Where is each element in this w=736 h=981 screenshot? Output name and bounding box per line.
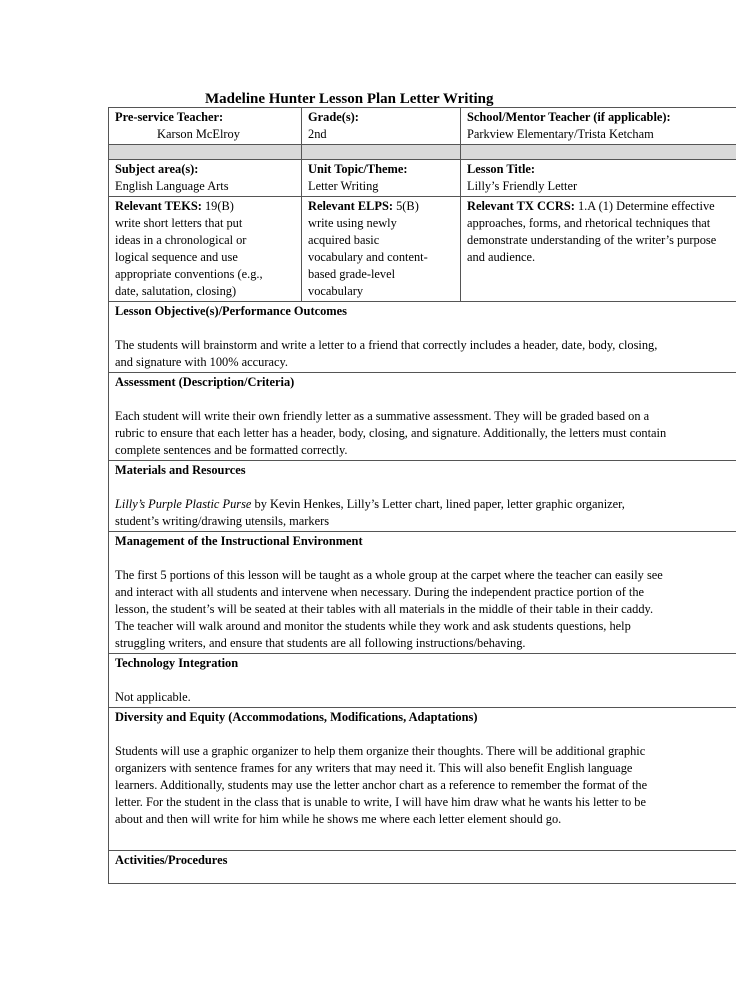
spacer-cell — [302, 145, 461, 160]
school-label: School/Mentor Teacher (if applicable): — [467, 110, 671, 124]
diversity-line: about and then will write for him while he shows me where each letter element should go. — [115, 812, 562, 826]
book-title: Lilly’s Purple Plastic Purse — [115, 497, 252, 511]
lesson-title-value: Lilly’s Friendly Letter — [467, 179, 578, 193]
preservice-teacher-cell — [109, 108, 302, 145]
ccrs-code: 1.A (1) Determine effective — [574, 199, 715, 213]
management-line: The teacher will walk around and monitor the students while they work and ask students questions, help — [115, 619, 631, 633]
teacher-info-row — [109, 108, 736, 145]
spacer-cell — [109, 145, 302, 160]
management-line: struggling writers, and ensure that students are all following instructions/behaving. — [115, 636, 526, 650]
management-line: and interact with all students and intervene when necessary. During the independent practice portion of the — [115, 585, 645, 599]
diversity-row — [109, 708, 736, 851]
materials-line: student’s writing/drawing utensils, markers — [115, 514, 330, 528]
teks-line: ideas in a chronological or — [115, 233, 247, 247]
teks-code: 19(B) — [201, 199, 234, 213]
activities-row — [109, 851, 736, 884]
materials-heading: Materials and Resources — [115, 463, 246, 477]
elps-label: Relevant ELPS: — [308, 199, 394, 213]
preservice-teacher-label: Pre-service Teacher: — [115, 110, 224, 124]
grade-label: Grade(s): — [308, 110, 359, 124]
assessment-line: Each student will write their own friendly letter as a summative assessment. They will be graded based on a — [115, 409, 650, 423]
lesson-plan-table — [108, 107, 736, 884]
diversity-heading: Diversity and Equity (Accommodations, Modifications, Adaptations) — [115, 710, 478, 724]
teks-line: write short letters that put — [115, 216, 243, 230]
lesson-title-label: Lesson Title: — [467, 162, 536, 176]
objectives-line: and signature with 100% accuracy. — [115, 355, 288, 369]
technology-row — [109, 654, 736, 708]
grade-cell — [302, 108, 461, 145]
activities-heading: Activities/Procedures — [115, 853, 228, 867]
grade-value: 2nd — [308, 127, 327, 141]
management-line: lesson, the student’s will be seated at their tables with all materials in the middle of their table in their caddy. — [115, 602, 654, 616]
teks-cell — [109, 197, 302, 302]
activities-cell — [109, 851, 736, 884]
lesson-title-cell — [461, 160, 736, 197]
unit-topic-label: Unit Topic/Theme: — [308, 162, 408, 176]
assessment-line: complete sentences and be formatted correctly. — [115, 443, 348, 457]
document-title: Madeline Hunter Lesson Plan Letter Writing — [205, 91, 494, 107]
shaded-spacer-row — [109, 145, 736, 160]
elps-line: based grade-level — [308, 267, 396, 281]
objectives-line: The students will brainstorm and write a letter to a friend that correctly includes a header, date, body, closing, — [115, 338, 658, 352]
unit-topic-cell — [302, 160, 461, 197]
school-value: Parkview Elementary/Trista Ketcham — [467, 127, 654, 141]
elps-code: 5(B) — [393, 199, 419, 213]
assessment-line: rubric to ensure that each letter has a header, body, closing, and signature. Additionally, the letters must contain — [115, 426, 667, 440]
assessment-cell — [109, 373, 736, 461]
objectives-heading: Lesson Objective(s)/Performance Outcomes — [115, 304, 347, 318]
elps-line: write using newly — [308, 216, 397, 230]
materials-row — [109, 461, 736, 532]
subject-area-value: English Language Arts — [115, 179, 229, 193]
preservice-teacher-value: Karson McElroy — [157, 127, 240, 141]
ccrs-label: Relevant TX CCRS: — [467, 199, 575, 213]
materials-line: by Kevin Henkes, Lilly’s Letter chart, lined paper, letter graphic organizer, — [251, 497, 625, 511]
teks-line: logical sequence and use — [115, 250, 238, 264]
materials-cell — [109, 461, 736, 532]
objectives-cell — [109, 302, 736, 373]
ccrs-line: and audience. — [467, 250, 536, 264]
diversity-line: letter. For the student in the class that is unable to write, I will have him draw what he wants his letter to be — [115, 795, 646, 809]
diversity-cell — [109, 708, 736, 851]
subject-area-cell — [109, 160, 302, 197]
subject-area-label: Subject area(s): — [115, 162, 199, 176]
technology-cell — [109, 654, 736, 708]
unit-topic-value: Letter Writing — [308, 179, 379, 193]
elps-line: vocabulary and content- — [308, 250, 428, 264]
diversity-line: Students will use a graphic organizer to help them organize their thoughts. There will be additional graphic — [115, 744, 646, 758]
management-heading: Management of the Instructional Environment — [115, 534, 363, 548]
technology-heading: Technology Integration — [115, 656, 239, 670]
management-row — [109, 532, 736, 654]
assessment-heading: Assessment (Description/Criteria) — [115, 375, 295, 389]
elps-line: acquired basic — [308, 233, 380, 247]
assessment-row — [109, 373, 736, 461]
technology-line: Not applicable. — [115, 690, 191, 704]
standards-row — [109, 197, 736, 302]
objectives-row — [109, 302, 736, 373]
teks-label: Relevant TEKS: — [115, 199, 202, 213]
teks-line: appropriate conventions (e.g., — [115, 267, 263, 281]
diversity-line: learners. Additionally, students may use the letter anchor chart as a reference to remember the format of the — [115, 778, 648, 792]
diversity-line: organizers with sentence frames for any writers that may need it. This will also benefit English language — [115, 761, 633, 775]
teks-line: date, salutation, closing) — [115, 284, 237, 298]
subject-row — [109, 160, 736, 197]
elps-cell — [302, 197, 461, 302]
management-cell — [109, 532, 736, 654]
management-line: The first 5 portions of this lesson will be taught as a whole group at the carpet where the teacher can easily see — [115, 568, 663, 582]
school-cell — [461, 108, 736, 145]
elps-line: vocabulary — [308, 284, 364, 298]
ccrs-line: demonstrate understanding of the writer’s purpose — [467, 233, 717, 247]
ccrs-line: approaches, forms, and rhetorical techniques that — [467, 216, 711, 230]
ccrs-cell — [461, 197, 736, 302]
spacer-cell — [461, 145, 736, 160]
